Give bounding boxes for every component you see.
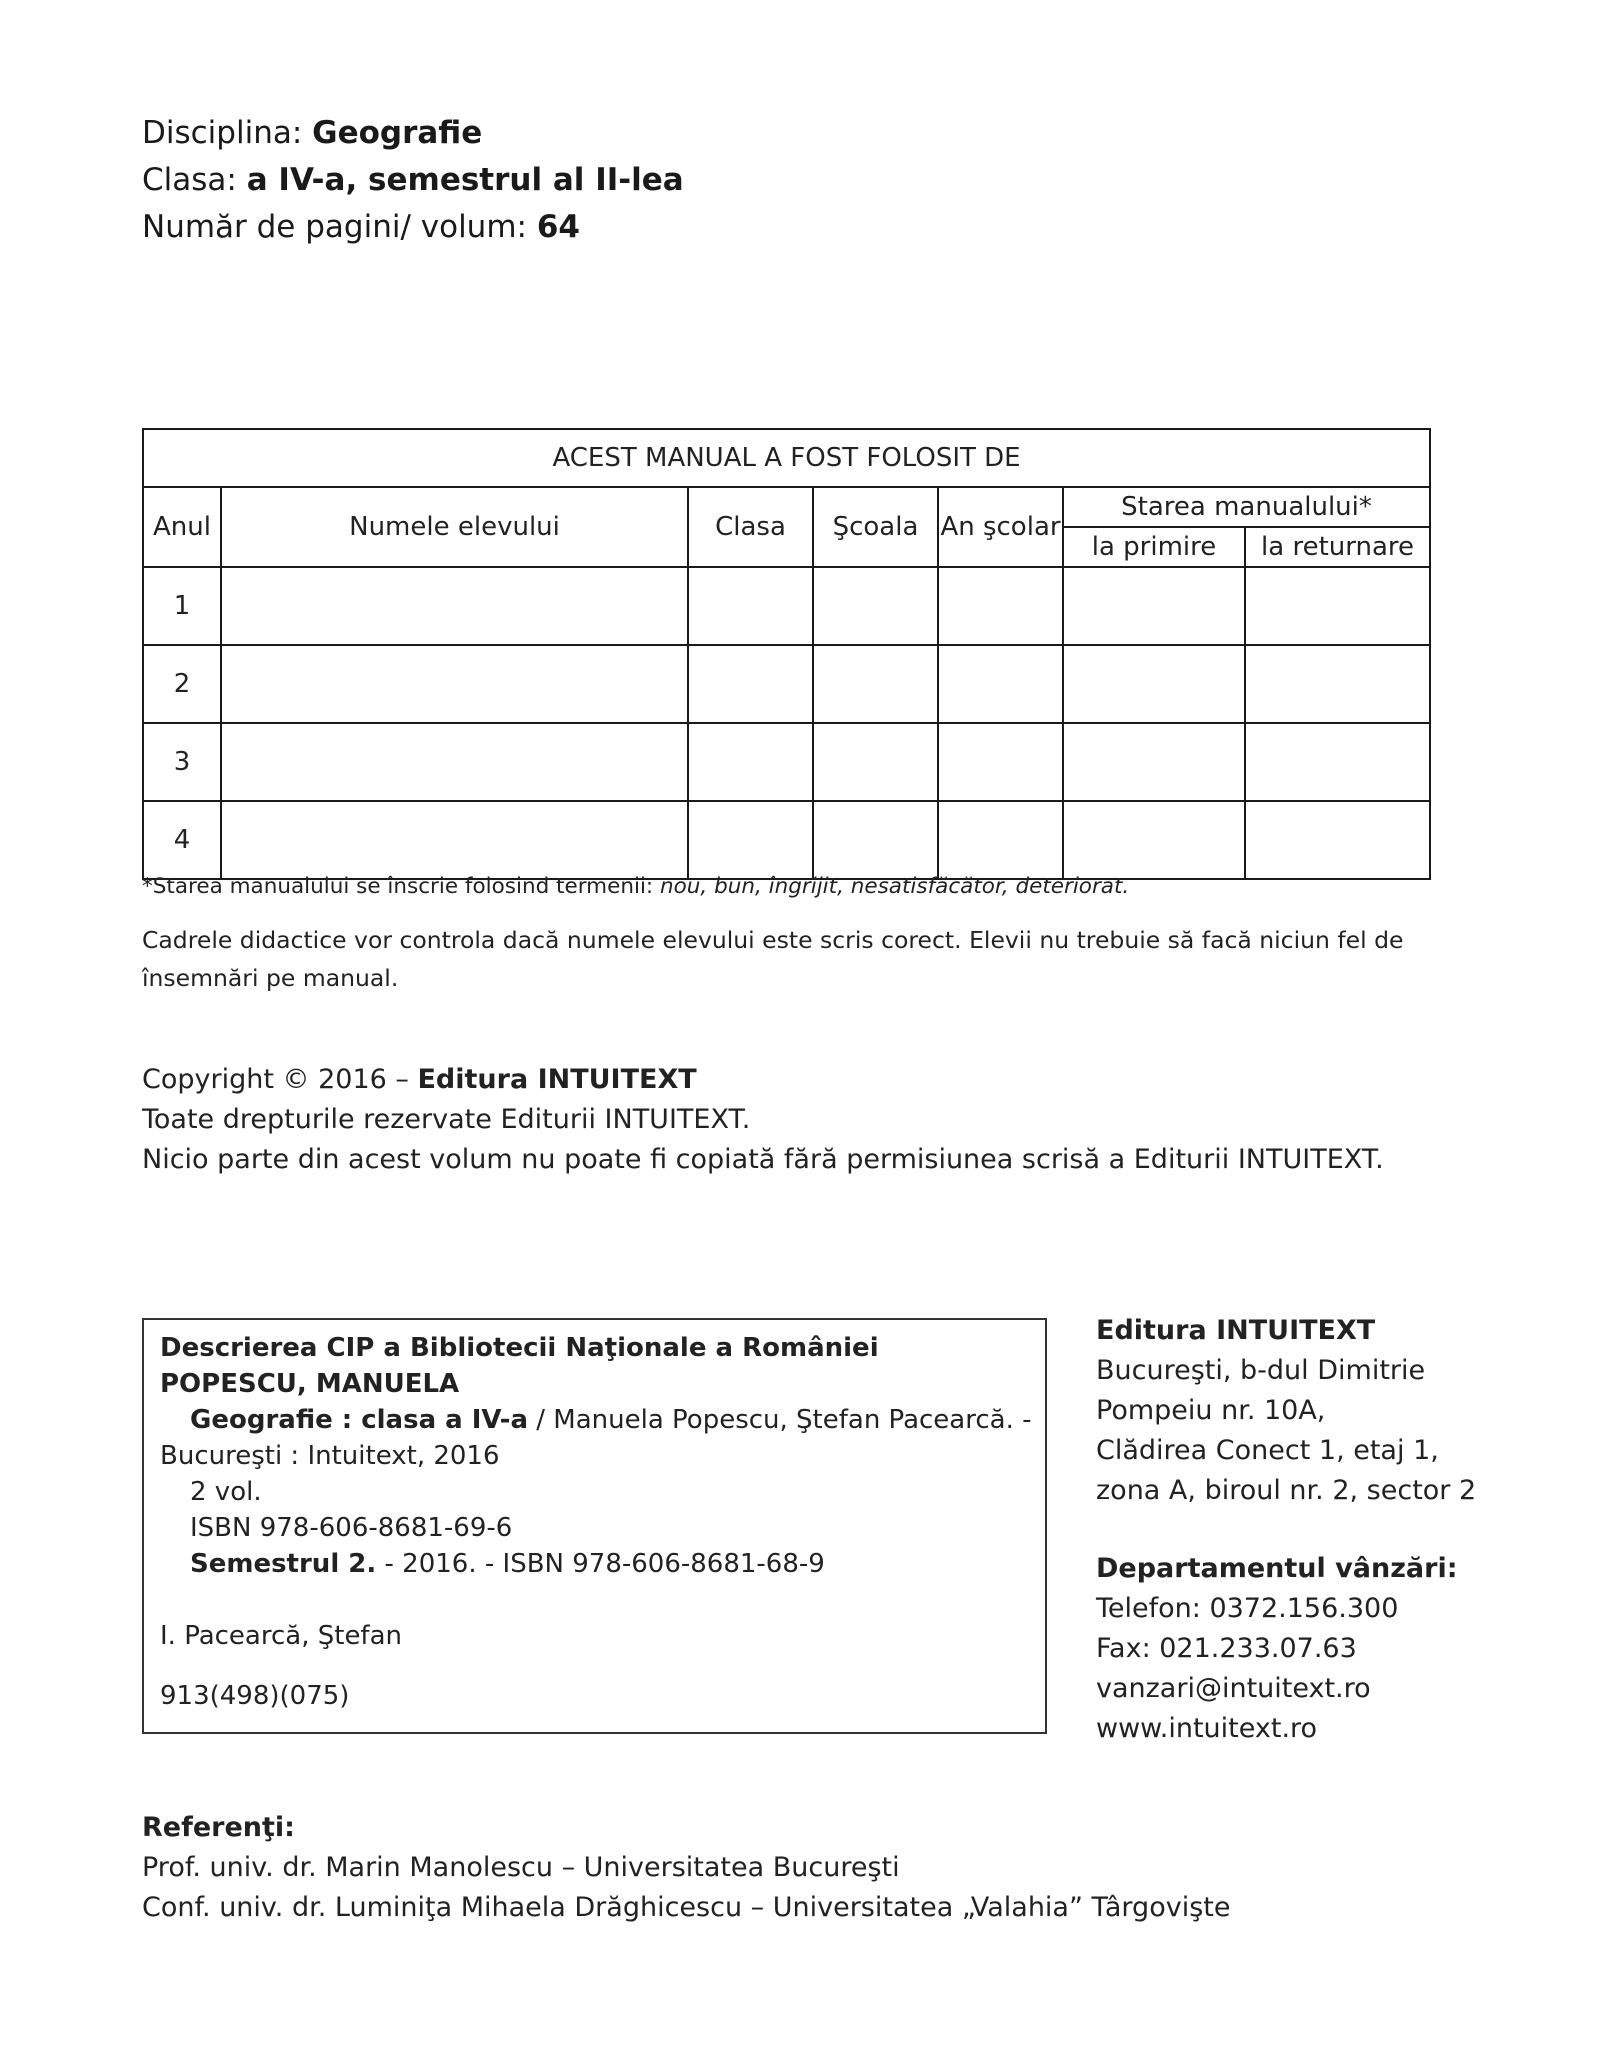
copyright-publisher: Editura INTUITEXT: [417, 1064, 697, 1095]
row-number: 2: [143, 645, 221, 723]
sales-phone: Telefon: 0372.156.300: [1096, 1593, 1399, 1624]
cip-book-line: [190, 1402, 1031, 1438]
returned-cell[interactable]: [1245, 801, 1430, 879]
col-name-header: Numele elevului: [221, 487, 688, 567]
cip-semester-line: [190, 1546, 825, 1582]
table-row: [143, 723, 1430, 801]
publisher-address-line: Clădirea Conect 1, etaj 1,: [1096, 1435, 1439, 1466]
footnote-terms: nou, bun, îngrijit, nesatisfăcător, deteriorat.: [660, 874, 1130, 899]
sales-fax: Fax: 021.233.07.63: [1096, 1633, 1357, 1664]
class-cell[interactable]: [688, 801, 813, 879]
referee-item: Prof. univ. dr. Marin Manolescu – Universitatea Bucureşti: [142, 1852, 900, 1883]
no-copy-line: Nicio parte din acest volum nu poate fi copiată fără permisiunea scrisă a Editurii INTUITEXT.: [142, 1144, 1384, 1175]
cip-author: POPESCU, MANUELA: [160, 1369, 460, 1399]
school-year-cell[interactable]: [938, 801, 1063, 879]
returned-cell[interactable]: [1245, 645, 1430, 723]
cip-code: 913(498)(075): [160, 1681, 350, 1711]
returned-cell[interactable]: [1245, 723, 1430, 801]
student-name-cell[interactable]: [221, 723, 688, 801]
school-cell[interactable]: [813, 645, 938, 723]
cip-book-title: Geografie : clasa a IV-a: [190, 1405, 528, 1435]
col-class-header: Clasa: [688, 487, 813, 567]
student-name-cell[interactable]: [221, 801, 688, 879]
pages-value: 64: [536, 209, 580, 245]
school-year-cell[interactable]: [938, 567, 1063, 645]
cip-book-authors: / Manuela Popescu, Ştefan Pacearcă. -: [528, 1405, 1032, 1435]
cip-place: Bucureşti : Intuitext, 2016: [160, 1441, 500, 1471]
school-year-cell[interactable]: [938, 723, 1063, 801]
publisher-name: Editura INTUITEXT: [1096, 1315, 1376, 1346]
publisher-address-line: zona A, biroul nr. 2, sector 2: [1096, 1475, 1477, 1506]
class-label: Clasa:: [142, 162, 247, 198]
discipline-label: Disciplina:: [142, 115, 313, 151]
received-cell[interactable]: [1063, 801, 1245, 879]
school-cell[interactable]: [813, 567, 938, 645]
table-row: [143, 567, 1430, 645]
received-cell[interactable]: [1063, 723, 1245, 801]
usage-table: [142, 428, 1431, 880]
school-cell[interactable]: [813, 723, 938, 801]
received-cell[interactable]: [1063, 567, 1245, 645]
col-condition-header: Starea manualului*: [1063, 487, 1430, 527]
class-line: [142, 160, 684, 200]
teacher-instructions: Cadrele didactice vor controla dacă numele elevului este scris corect. Elevii nu trebuie să facă niciun fel de însemnări pe manual.: [142, 926, 1404, 992]
class-cell[interactable]: [688, 723, 813, 801]
pages-line: [142, 207, 580, 247]
copyright-prefix: Copyright © 2016 –: [142, 1064, 418, 1095]
class-cell[interactable]: [688, 567, 813, 645]
table-row: [143, 801, 1430, 879]
publisher-address-line: Pompeiu nr. 10A,: [1096, 1395, 1326, 1426]
col-year-header: Anul: [143, 487, 221, 567]
class-value: a IV-a, semestrul al II-lea: [246, 162, 684, 198]
col-school-year-header: An şcolar: [938, 487, 1063, 567]
website-link[interactable]: www.intuitext.ro: [1096, 1713, 1318, 1744]
cip-box: [142, 1318, 1047, 1734]
copyright-line: [142, 1060, 697, 1100]
cip-coauthor: I. Pacearcă, Ştefan: [160, 1621, 402, 1651]
col-returned-header: la returnare: [1245, 527, 1430, 567]
sales-title: Departamentul vânzări:: [1096, 1553, 1458, 1584]
class-cell[interactable]: [688, 645, 813, 723]
table-row: [143, 645, 1430, 723]
sales-email-link[interactable]: vanzari@intuitext.ro: [1096, 1673, 1371, 1704]
publisher-address-line: Bucureşti, b-dul Dimitrie: [1096, 1355, 1426, 1386]
pages-label: Număr de pagini/ volum:: [142, 209, 537, 245]
cip-semester-label: Semestrul 2.: [190, 1549, 377, 1579]
student-name-cell[interactable]: [221, 645, 688, 723]
cip-volumes: 2 vol.: [190, 1477, 262, 1507]
referees-title: Referenţi:: [142, 1812, 295, 1843]
row-number: 1: [143, 567, 221, 645]
rights-line: Toate drepturile rezervate Editurii INTUITEXT.: [142, 1104, 751, 1135]
condition-footnote: [142, 873, 1129, 901]
student-name-cell[interactable]: [221, 567, 688, 645]
discipline-value: Geografie: [312, 115, 483, 151]
footnote-prefix: *Starea manualului se înscrie folosind termenii:: [142, 874, 660, 899]
row-number: 3: [143, 723, 221, 801]
cip-isbn: ISBN 978-606-8681-69-6: [190, 1513, 513, 1543]
school-year-cell[interactable]: [938, 645, 1063, 723]
col-school-header: Şcoala: [813, 487, 938, 567]
col-received-header: la primire: [1063, 527, 1245, 567]
discipline-line: [142, 113, 482, 153]
row-number: 4: [143, 801, 221, 879]
school-cell[interactable]: [813, 801, 938, 879]
usage-table-title: ACEST MANUAL A FOST FOLOSIT DE: [143, 429, 1430, 487]
cip-semester-isbn: - 2016. - ISBN 978-606-8681-68-9: [376, 1549, 825, 1579]
received-cell[interactable]: [1063, 645, 1245, 723]
cip-title: Descrierea CIP a Bibliotecii Naţionale a României: [160, 1333, 879, 1363]
referee-item: Conf. univ. dr. Luminiţa Mihaela Drăghicescu – Universitatea „Valahia” Târgovişte: [142, 1892, 1231, 1923]
returned-cell[interactable]: [1245, 567, 1430, 645]
